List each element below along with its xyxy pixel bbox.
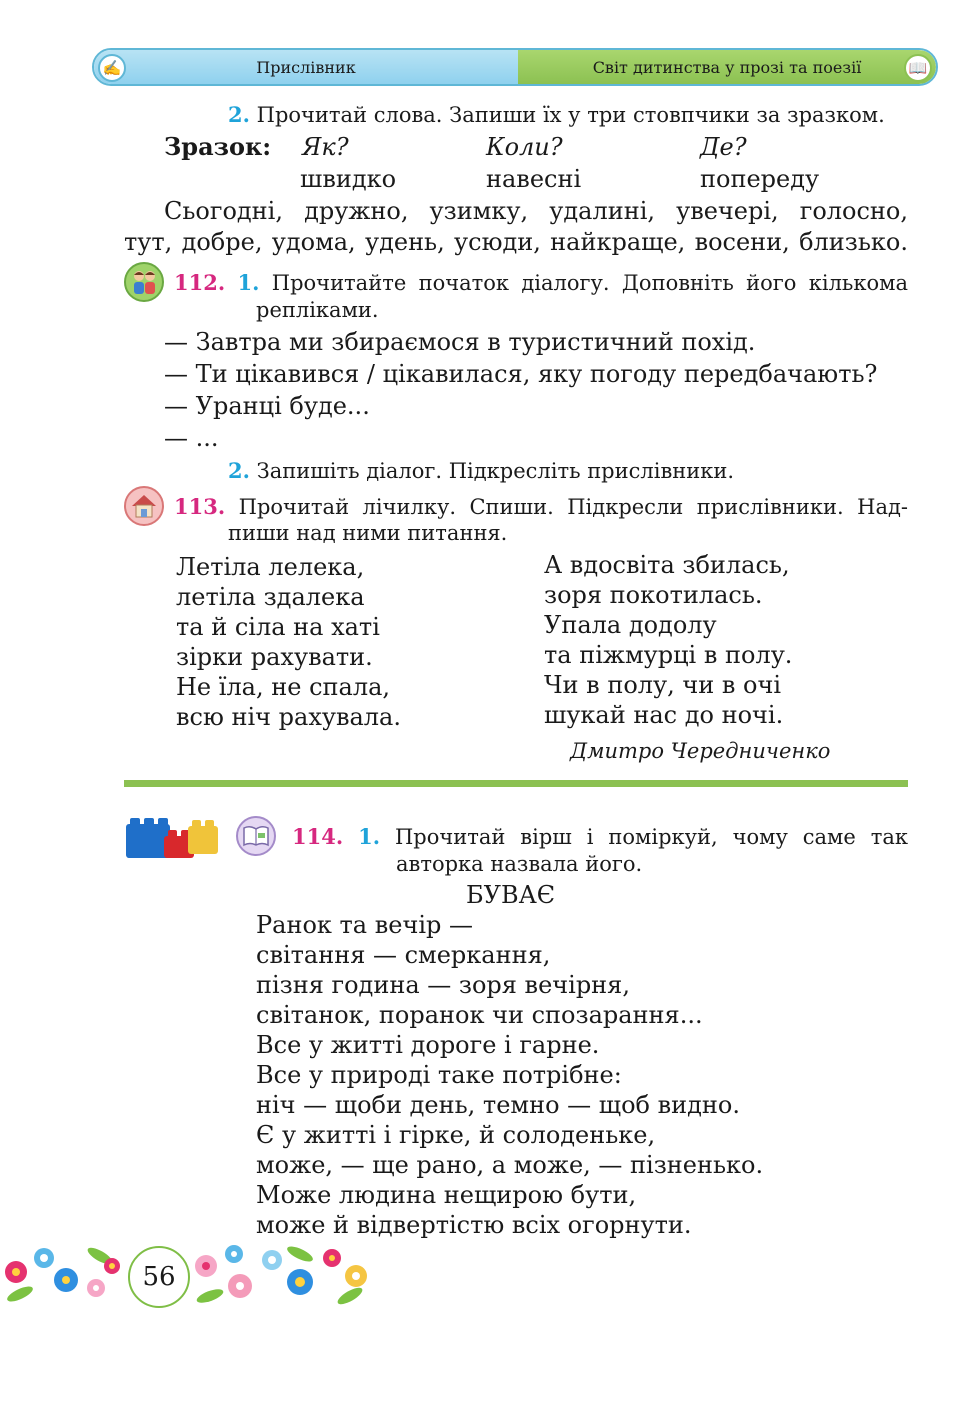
ex2-number: 2. — [228, 102, 250, 127]
rhyme-line: та й сіла на хаті — [176, 613, 380, 641]
poem-line: світання — смеркання, — [256, 941, 551, 969]
lego-blocks-icon — [124, 812, 220, 864]
ex113-number: 113. — [174, 494, 226, 519]
sample-question-where: Де? — [700, 133, 747, 161]
ex114-sub1: 1. — [358, 824, 381, 849]
header-right-title: Світ дитинства у прозі та поезії — [592, 57, 862, 77]
rhyme-right-column — [544, 550, 792, 730]
ex113-instruction-text: Прочитай лічилку. Спиши. Підкресли прислівники. Над- — [238, 495, 908, 519]
ex112-sub1: 1. — [237, 270, 260, 295]
rhyme-line: Упала додолу — [544, 611, 717, 639]
pen-icon: ✍ — [98, 54, 126, 82]
rhyme-line: Летіла лелека, — [176, 553, 365, 581]
page-number: 56 — [128, 1246, 190, 1308]
rhyme-left-column — [176, 552, 401, 732]
sample-word-2: навесні — [486, 165, 582, 193]
ex114-instruction-text: Прочитай вірш і поміркуй, чому саме так — [394, 825, 908, 849]
dialog-line-4: — ... — [164, 424, 219, 452]
poem-line: світанок, поранок чи спозарання... — [256, 1001, 703, 1029]
ex112-instruction-line2: репліками. — [256, 298, 379, 322]
chapter-header — [92, 48, 938, 86]
sample-word-3: попереду — [700, 165, 820, 193]
words-line-2: тут, добре, удома, удень, усюди, найкраще, восени, близько. — [124, 228, 908, 256]
ex2-instruction — [228, 102, 885, 128]
rhyme-line: зоря покотилась. — [544, 581, 763, 609]
sample-question-how: Як? — [302, 133, 349, 161]
ex112-instruction-line1 — [174, 270, 908, 296]
rhyme-line: та піжмурці в полу. — [544, 641, 793, 669]
ex112-sub2: 2. — [228, 458, 250, 483]
header-right-section — [518, 50, 936, 84]
ex112-task2 — [228, 458, 734, 484]
ex112-instruction-text: Прочитайте початок діалогу. Доповніть його кількома — [271, 271, 908, 295]
sample-word-1: швидко — [300, 165, 397, 193]
ex114-instruction-line2: авторка назвала його. — [396, 852, 643, 876]
rhyme-line: А вдосвіта збилась, — [544, 551, 790, 579]
sample-question-when: Коли? — [486, 133, 563, 161]
ex113-instruction-line1 — [174, 494, 908, 520]
rhyme-line: зірки рахувати. — [176, 643, 373, 671]
rhyme-line: шукай нас до ночі. — [544, 701, 784, 729]
poem-line: Все у житті дороге і гарне. — [256, 1031, 600, 1059]
rhyme-author: Дмитро Чередниченко — [570, 739, 831, 763]
poem-line: Може людина нещирою бути, — [256, 1181, 637, 1209]
sample-label: Зразок: — [164, 132, 272, 161]
rhyme-line: Не їла, не спала, — [176, 673, 391, 701]
header-left-title: Прислівник — [256, 57, 356, 77]
flower-decoration — [0, 1236, 380, 1316]
poem-line: Є у житті і гірке, й солоденьке, — [256, 1121, 656, 1149]
ex114-number: 114. — [292, 824, 344, 849]
ex112-task2-text: Запишіть діалог. Підкресліть прислівники. — [256, 459, 735, 483]
ex113-instruction-line2: пиши над ними питання. — [228, 521, 508, 545]
reading-book-icon — [236, 816, 276, 856]
poem-line: може й відвертістю всіх огорнути. — [256, 1211, 692, 1239]
header-left-section — [94, 50, 518, 84]
poem-title: БУВАЄ — [466, 881, 556, 909]
ex2-instruction-text: Прочитай слова. Запиши їх у три стовпчики за зразком. — [256, 103, 885, 127]
words-line-1: Сьогодні, дружно, узимку, удалині, увечері, голосно, — [164, 197, 908, 225]
poem-line: ніч — щоби день, темно — щоб видно. — [256, 1091, 740, 1119]
home-task-icon — [124, 486, 164, 526]
dialog-line-2: — Ти цікавився / цікавилася, яку погоду передбачають? — [164, 360, 878, 388]
poem-line: може, — ще рано, а може, — пізненько. — [256, 1151, 764, 1179]
rhyme-line: Чи в полу, чи в очі — [544, 671, 782, 699]
rhyme-line: всю ніч рахувала. — [176, 703, 401, 731]
poem-line: Ранок та вечір — — [256, 911, 473, 939]
book-icon: 📖 — [904, 54, 932, 82]
section-divider — [124, 780, 908, 787]
ex112-number: 112. — [174, 270, 226, 295]
ex114-instruction-line1 — [292, 824, 908, 850]
dialog-line-1: — Завтра ми збираємося в туристичний похід. — [164, 328, 756, 356]
dialog-line-3: — Уранці буде... — [164, 392, 370, 420]
pair-work-icon — [124, 262, 164, 302]
poem-line: пізня година — зоря вечірня, — [256, 971, 630, 999]
rhyme-line: летіла здалека — [176, 583, 365, 611]
poem-line: Все у природі таке потрібне: — [256, 1061, 622, 1089]
poem-body — [256, 910, 763, 1240]
